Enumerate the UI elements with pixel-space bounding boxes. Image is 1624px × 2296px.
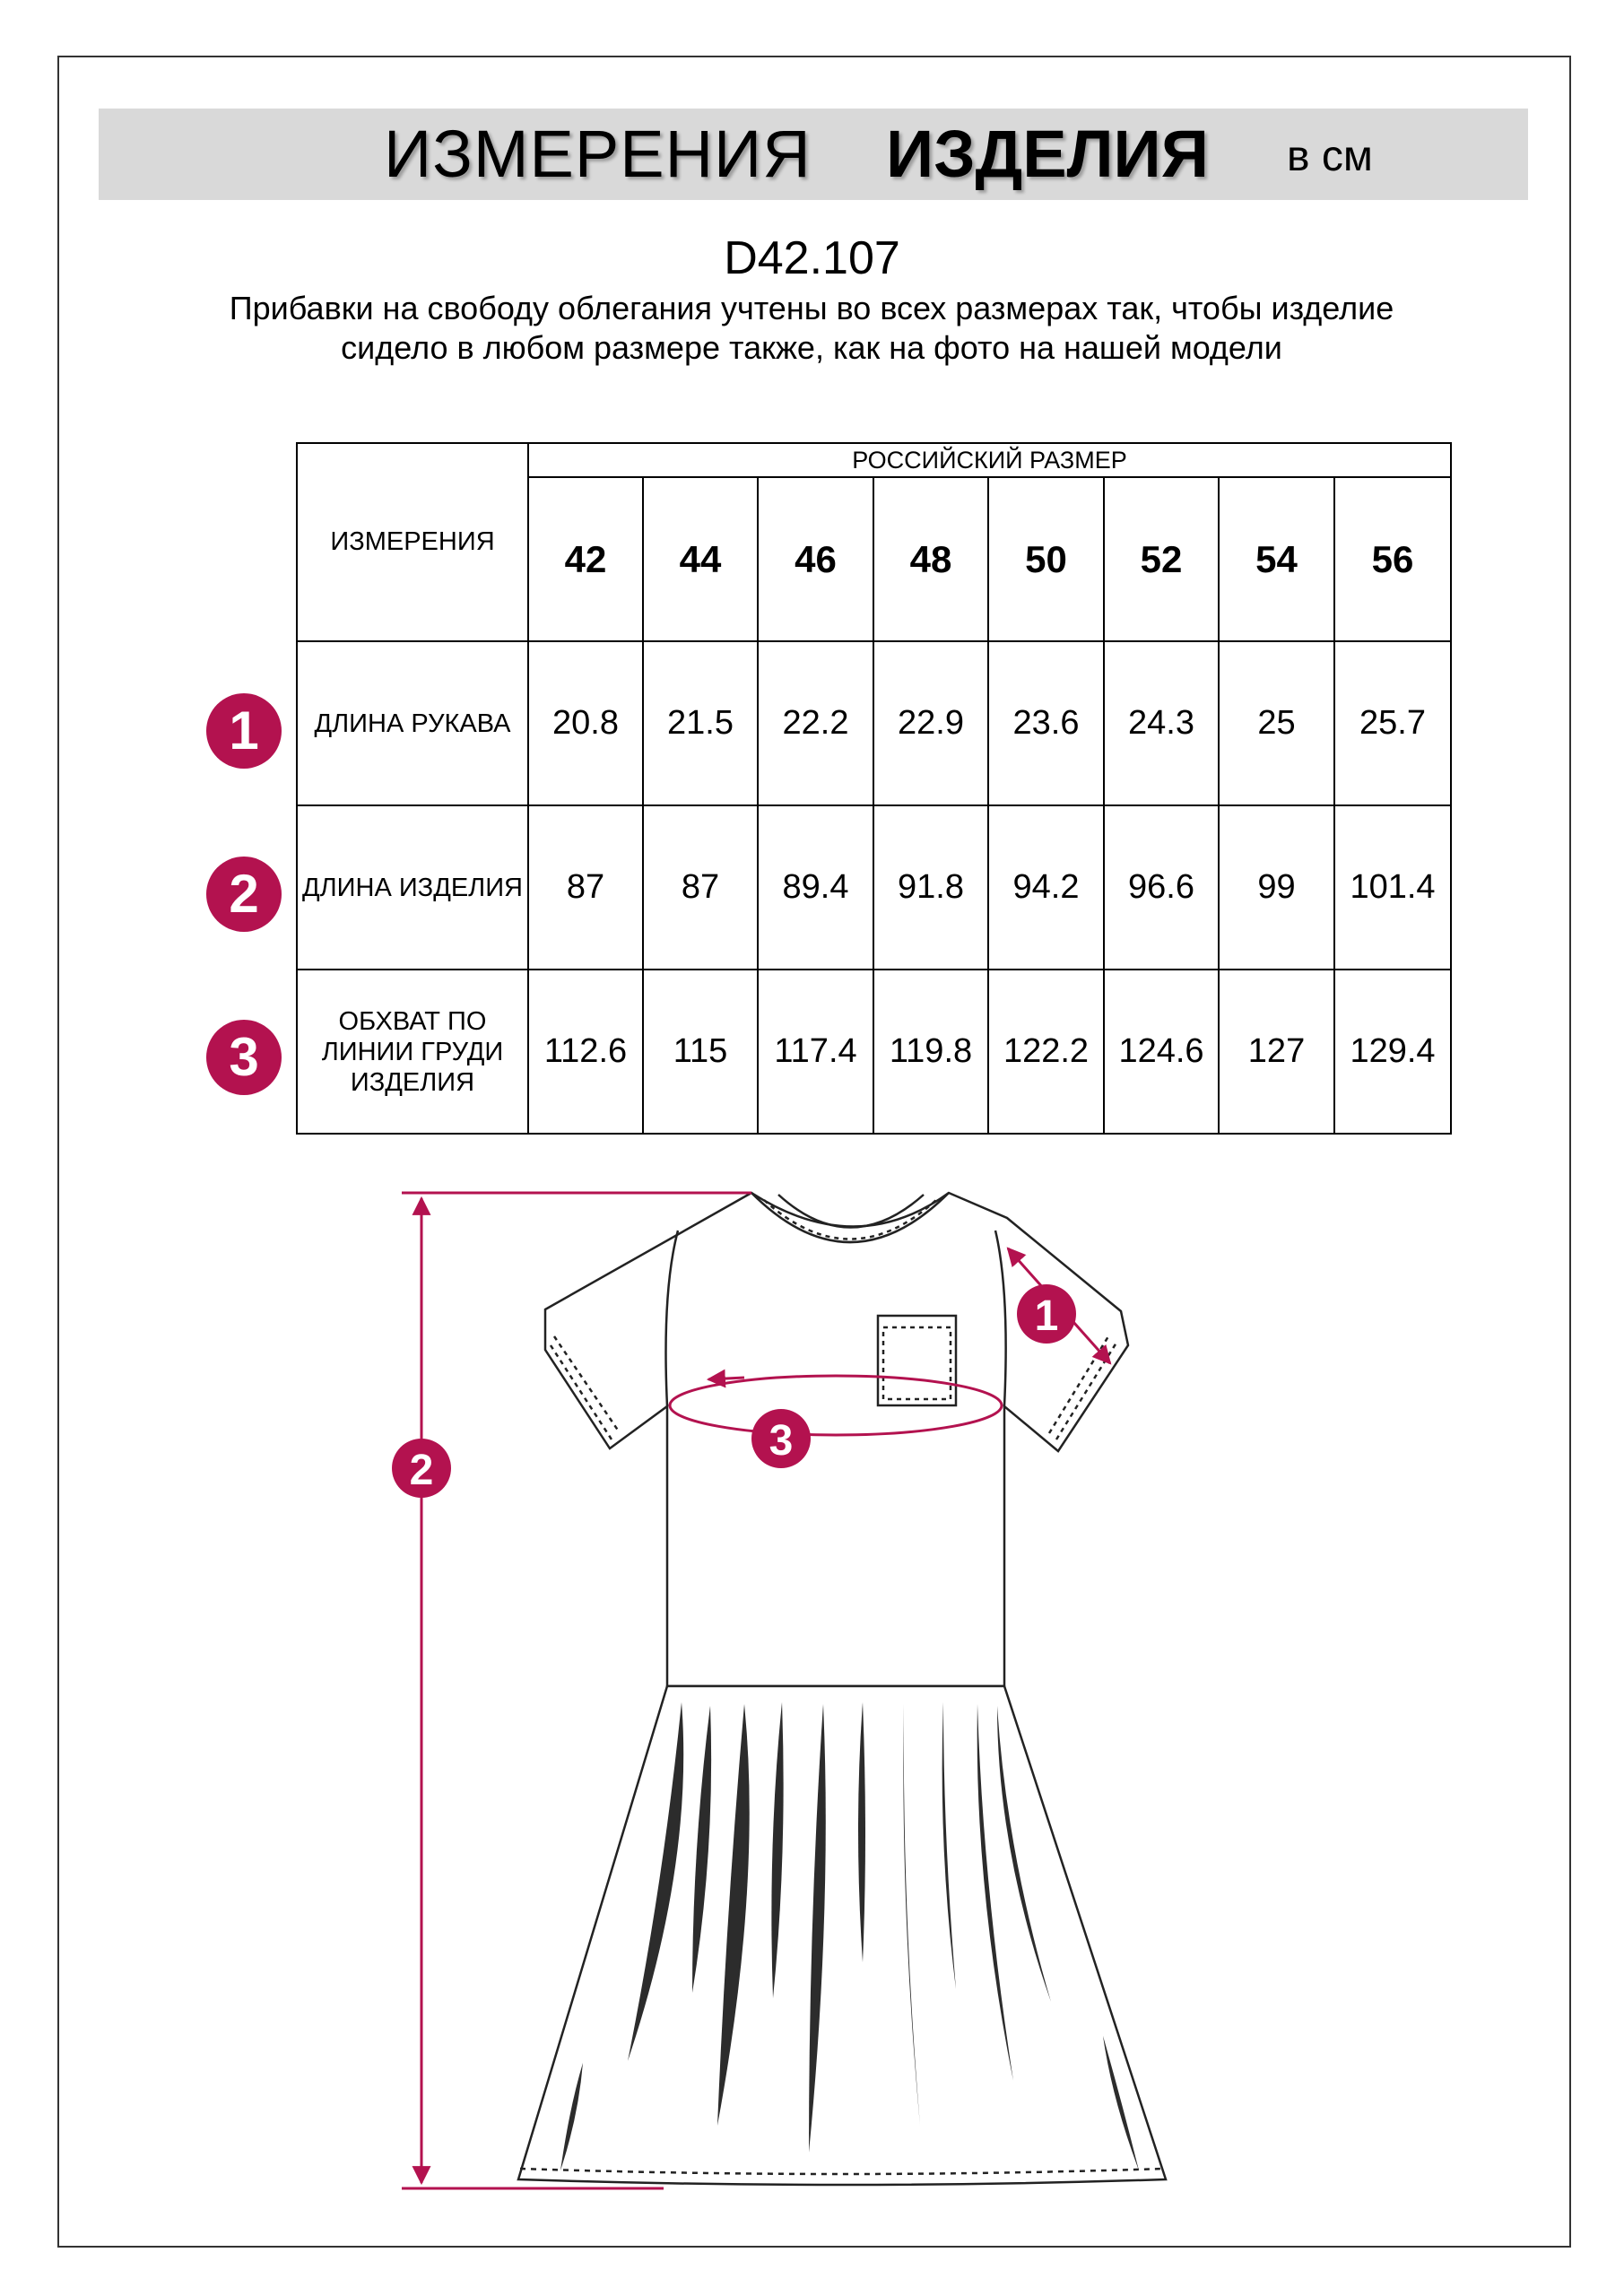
size-cell: 46 [758,477,873,641]
value-cell: 127 [1219,970,1334,1134]
size-cell: 48 [873,477,988,641]
value-cell: 124.6 [1104,970,1219,1134]
value-cell: 89.4 [758,805,873,970]
svg-text:2: 2 [409,1447,434,1494]
value-cell: 129.4 [1334,970,1451,1134]
svg-text:1: 1 [1034,1292,1059,1340]
value-cell: 117.4 [758,970,873,1134]
row-number-badge: 3 [206,1020,282,1095]
size-cell: 52 [1104,477,1219,641]
fit-note: Прибавки на свободу облегания учтены во всех размерах так, чтобы изделие сидело в любом размере также, как на фото на нашей модели [229,290,1394,366]
value-cell: 119.8 [873,970,988,1134]
value-cell: 22.9 [873,641,988,805]
value-cell: 115 [643,970,758,1134]
size-group-header: РОССИЙСКИЙ РАЗМЕР [528,443,1451,477]
row-number-badge: 1 [206,693,282,769]
row-number-badge: 2 [206,857,282,932]
value-cell: 21.5 [643,641,758,805]
value-cell: 91.8 [873,805,988,970]
value-cell: 112.6 [528,970,643,1134]
value-cell: 101.4 [1334,805,1451,970]
value-cell: 23.6 [988,641,1104,805]
value-cell: 96.6 [1104,805,1219,970]
measure-header: ИЗМЕРЕНИЯ [297,443,528,641]
value-cell: 25.7 [1334,641,1451,805]
value-cell: 25 [1219,641,1334,805]
diagram-badge-2 [392,1439,451,1498]
diagram-badge-3 [751,1409,811,1468]
size-cell: 50 [988,477,1104,641]
size-cell: 56 [1334,477,1451,641]
size-cell: 44 [643,477,758,641]
dress-outline [518,1193,1166,2185]
title-part2: ИЗДЕЛИЯ [886,117,1209,191]
value-cell: 122.2 [988,970,1104,1134]
value-cell: 87 [528,805,643,970]
unit-label: в см [1287,133,1373,180]
row-label: ОБХВАТ ПО ЛИНИИ ГРУДИ ИЗДЕЛИЯ [297,970,528,1134]
value-cell: 99 [1219,805,1334,970]
row-label: ДЛИНА РУКАВА [297,641,528,805]
value-cell: 20.8 [528,641,643,805]
size-cell: 54 [1219,477,1334,641]
value-cell: 22.2 [758,641,873,805]
value-cell: 24.3 [1104,641,1219,805]
row-label: ДЛИНА ИЗДЕЛИЯ [297,805,528,970]
title-part1: ИЗМЕРЕНИЯ [384,117,812,191]
article-code: D42.107 [724,232,900,284]
value-cell: 94.2 [988,805,1104,970]
value-cell: 87 [643,805,758,970]
svg-text:3: 3 [769,1417,794,1465]
size-cell: 42 [528,477,643,641]
diagram-badge-1 [1017,1284,1076,1344]
